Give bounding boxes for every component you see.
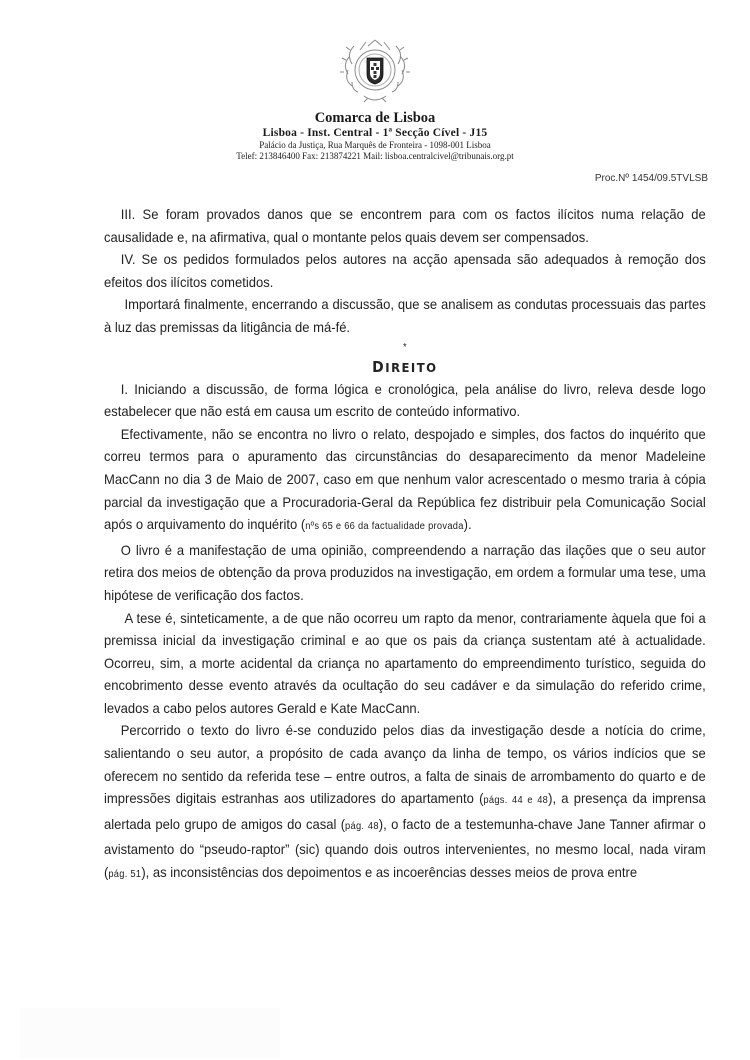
paragraph-text: ), a presença da imprensa alertada pelo grupo de amigos do casal (: [104, 790, 706, 832]
paragraph-livro: O livro é a manifestação de uma opinião, compreendendo a narração das ilações que o seu autor retira dos meios de obtenção da prova produzidos na investigação, em ordem a formular uma tese, uma hipótese de verificação dos factos.: [104, 541, 706, 603]
document-letterhead: [0, 34, 750, 162]
document-body: [104, 203, 706, 887]
court-section: Lisboa - Inst. Central - 1ª Secção Cível - J15: [262, 127, 488, 139]
section-separator: *: [403, 341, 407, 353]
reference-citation: pág. 48: [345, 820, 379, 832]
reference-citation: pág. 51: [108, 869, 142, 881]
paragraph-iii: III. Se foram provados danos que se encontrem para com os factos ilícitos numa relação de causalidade e, na afirmativa, qual o montante pelos quais devem ser compensados.: [104, 206, 706, 245]
paragraph-text: ), o facto de a testemunha-chave Jane Tanner afirmar o avistamento do “pseudo-raptor” (sic) quando dois outros intervenientes, no mesmo local, nada viram (: [104, 815, 706, 881]
court-address: Palácio da Justiça, Rua Marquês de Fronteira - 1098-001 Lisboa: [259, 140, 491, 150]
court-name: Comarca de Lisboa: [314, 110, 436, 126]
paragraph-text: ), as inconsistências dos depoimentos e as incoerências desses meios de prova entre: [141, 864, 638, 881]
paragraph-i: I. Iniciando a discussão, de forma lógica e cronológica, pela análise do livro, releva desde logo estabelecer que não está em causa um escrito de conteúdo informativo.: [104, 380, 706, 420]
heading-rest: IREITO: [385, 359, 438, 375]
paragraph-percorrido: [104, 719, 706, 886]
paragraph-litigancia: Importará finalmente, encerrando a discussão, que se analisem as condutas processuais das partes à luz das premissas da litigância de má-fé.: [104, 296, 706, 335]
reference-citation: págs. 44 e 48: [483, 795, 549, 807]
coat-of-arms-icon: [338, 34, 412, 106]
scan-artifact: [20, 1008, 280, 1058]
paragraph-text-end: ).: [463, 516, 472, 533]
paragraph-tese: A tese é, sinteticamente, a de que não ocorreu um rapto da menor, contrariamente àquela que foi a premissa inicial da investigação criminal e ao que os pais da criança sustentam até à actualidade. Ocorreu, sim, a morte acidental da criança no apartamento do empreendimento turístico, seguida do encobrimento desse evento através da ocultação do seu cadáver e da simulação do referido crime, levados a cabo pelos autores Gerald e Kate MacCann.: [104, 609, 706, 716]
paragraph-text: Percorrido o texto do livro é-se conduzido pelos dias da investigação desde a notícia do crime, salientando o seu autor, a propósito de cada avanço da linha de tempo, os vários indícios que se oferecem no sentido da referida tese – entre outros, a falta de sinais de arrombamento do quarto e de impressões digitais estranhas aos utilizadores do apartamento (: [104, 722, 706, 807]
paragraph-efectivamente: [104, 423, 706, 539]
process-number: Proc.Nº 1454/09.5TVLSB: [594, 173, 708, 184]
section-heading-direito: [104, 357, 706, 378]
paragraph-text: Efectivamente, não se encontra no livro o relato, despojado e simples, dos factos do inquérito que correu termos para o apuramento das circunstâncias do desaparecimento da menor Madeleine MacCann no dia 3 de Maio de 2007, caso em que nenhum valor acrescentado o mesmo traria à cópia parcial da investigação que a Procuradoria-Geral da República fez distribuir pela Comunicação Social após o arquivamento do inquérito (: [104, 425, 706, 533]
reference-citation: nºs 65 e 66 da factualidade provada: [305, 521, 464, 533]
heading-initial: D: [372, 357, 386, 376]
paragraph-iv: IV. Se os pedidos formulados pelos autores na acção apensada são adequados à remoção dos efeitos dos ilícitos cometidos.: [104, 251, 706, 290]
court-contact: Telef: 213846400 Fax: 213874221 Mail: lisboa.centralcivel@tribunais.org.pt: [236, 151, 514, 161]
